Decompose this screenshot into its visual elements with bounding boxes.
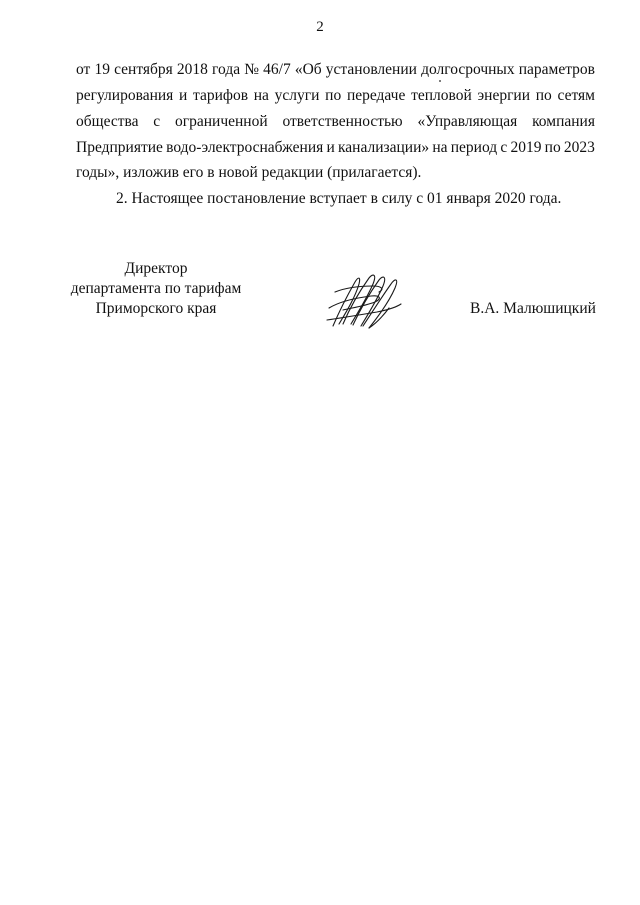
- word: параметров: [518, 61, 595, 78]
- word: энергии: [477, 87, 531, 104]
- word: долгосрочных: [421, 61, 515, 78]
- word: от: [76, 61, 91, 78]
- word: сетям: [557, 87, 595, 104]
- signatory-title: [56, 259, 256, 319]
- word: ответственностью: [282, 113, 403, 130]
- paragraph-1-line-5: годы», изложив его в новой редакции (прилагается).: [76, 164, 422, 181]
- signatory-title-line-3: Приморского края: [95, 300, 217, 317]
- paragraph-1-line-4: [76, 135, 595, 161]
- word: передаче: [346, 87, 406, 104]
- signatory-title-line-2: департамента по тарифам: [70, 280, 242, 297]
- word: года: [212, 61, 241, 78]
- word: №: [244, 61, 260, 78]
- word: по: [544, 139, 561, 156]
- word: 2023: [563, 139, 595, 156]
- word: компания: [532, 113, 595, 130]
- word: с: [153, 113, 161, 130]
- signatory-title-line-1: Директор: [124, 260, 188, 277]
- word: период: [450, 139, 498, 156]
- word: по: [535, 87, 552, 104]
- word: общества: [76, 113, 139, 130]
- word: с: [500, 139, 508, 156]
- word: Предприятие: [76, 139, 163, 156]
- word: 2018: [176, 61, 208, 78]
- handwritten-signature: [325, 268, 405, 330]
- word: сентября: [114, 61, 173, 78]
- word: ограниченной: [175, 113, 268, 130]
- word: и: [179, 87, 188, 104]
- word: «Управляющая: [417, 113, 518, 130]
- signer-name: В.А. Малюшицкий: [470, 300, 596, 317]
- page-number: 2: [316, 19, 324, 35]
- word: и: [326, 139, 335, 156]
- word: регулирования: [76, 87, 174, 104]
- word: 46/7: [263, 61, 291, 78]
- word: канализации»: [337, 139, 430, 156]
- paragraph-1-line-1: [76, 57, 595, 83]
- paragraph-2: 2. Настоящее постановление вступает в силу с 01 января 2020 года.: [116, 190, 562, 207]
- word: установлении: [325, 61, 417, 78]
- word: 2019: [510, 139, 542, 156]
- paragraph-1-line-3: [76, 109, 595, 135]
- word: на: [432, 139, 448, 156]
- word: на: [253, 87, 269, 104]
- word: услуги: [274, 87, 320, 104]
- word: «Об: [294, 61, 322, 78]
- word: тарифов: [193, 87, 249, 104]
- word: водо-электроснабжения: [166, 139, 324, 156]
- word: тепловой: [411, 87, 472, 104]
- word: 19: [94, 61, 110, 78]
- paragraph-1-line-2: [76, 83, 595, 109]
- word: по: [325, 87, 342, 104]
